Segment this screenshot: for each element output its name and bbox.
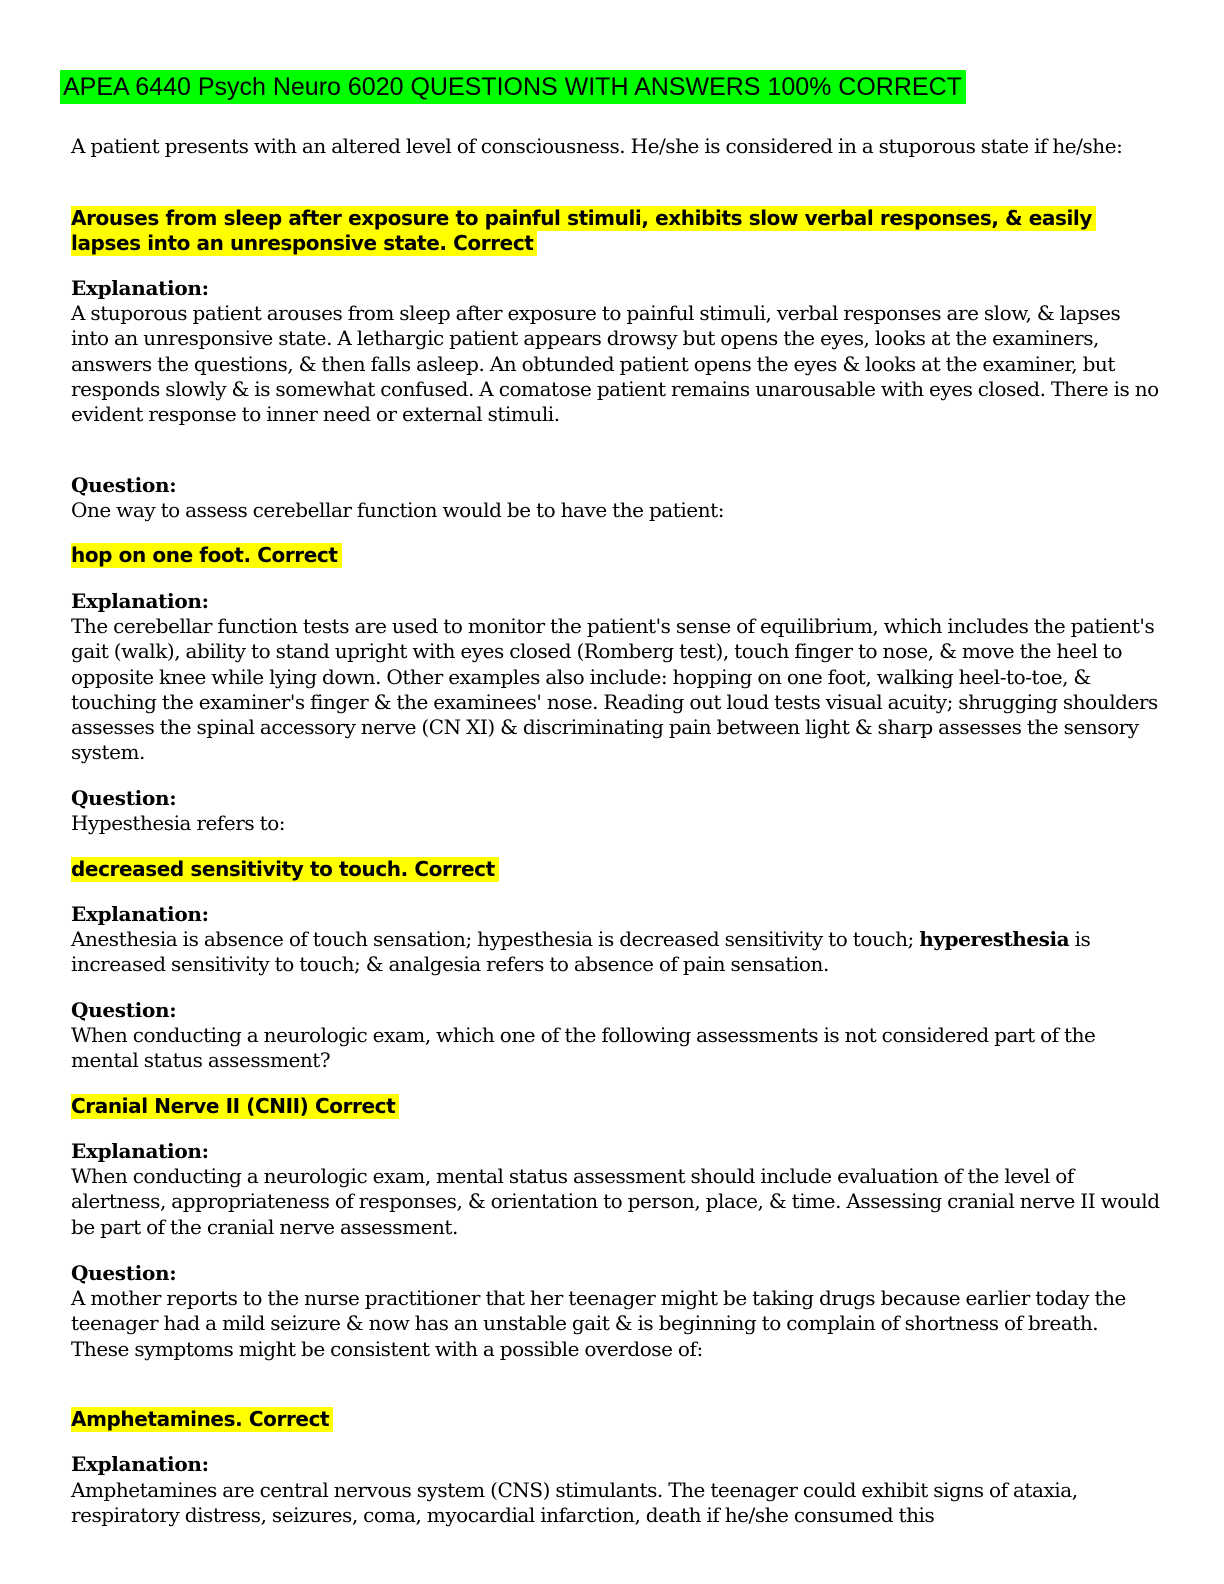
explanation-4-label: Explanation: <box>71 1139 209 1163</box>
answer-2 <box>71 543 1161 568</box>
answer-5 <box>71 1407 1161 1432</box>
question-1-text: A patient presents with an altered level of consciousness. He/she is considered in a stuporous state if he/she: <box>71 134 1123 158</box>
explanation-1-label: Explanation: <box>71 276 209 300</box>
explanation-3-part1: Anesthesia is absence of touch sensation; hypesthesia is decreased sensitivity to touch; <box>71 927 914 951</box>
explanation-5-text: Amphetamines are central nervous system (CNS) stimulants. The teenager could exhibit signs of ataxia, respiratory distress, seizures, coma, myocardial infarction, death if he/she consumed this <box>71 1478 1078 1528</box>
answer-1 <box>71 206 1161 256</box>
explanation-4-text: When conducting a neurologic exam, mental status assessment should include evaluation of the level of alertness, appropriateness of responses, & orientation to person, place, & time. Assessing cranial nerve II would be part of the cranial nerve assessment. <box>71 1164 1160 1239</box>
question-4-label: Question: <box>71 998 177 1022</box>
answer-2-highlight: hop on one foot. Correct <box>71 543 342 568</box>
document-title: APEA 6440 Psych Neuro 6020 QUESTIONS WITH ANSWERS 100% CORRECT <box>60 70 966 104</box>
answer-1-highlight: Arouses from sleep after exposure to painful stimuli, exhibits slow verbal responses, & easily lapses into an unresponsive state. Correct <box>71 206 1096 256</box>
explanation-5-label: Explanation: <box>71 1452 209 1476</box>
answer-4-highlight: Cranial Nerve II (CNII) Correct <box>71 1094 399 1119</box>
question-4-text: When conducting a neurologic exam, which one of the following assessments is not considered part of the mental status assessment? <box>71 1023 1096 1073</box>
question-2-text: One way to assess cerebellar function would be to have the patient: <box>71 498 725 522</box>
explanation-3-label: Explanation: <box>71 902 209 926</box>
explanation-3-text <box>71 927 1161 978</box>
question-2-label: Question: <box>71 473 177 497</box>
explanation-1-text: A stuporous patient arouses from sleep after exposure to painful stimuli, verbal responses are slow, & lapses into an unresponsive state. A lethargic patient appears drowsy but opens the eyes, looks at the examiners, answers the questions, & then falls asleep. An obtunded patient opens the eyes & looks at the examiner, but responds slowly & is somewhat confused. A comatose patient remains unarousable with eyes closed. There is no evident response to inner need or external stimuli. <box>71 301 1159 427</box>
answer-3-highlight: decreased sensitivity to touch. Correct <box>71 857 499 882</box>
explanation-3-part2: is increased sensitivity to touch; & analgesia refers to absence of pain sensation. <box>71 927 1091 977</box>
explanation-2-text: The cerebellar function tests are used to monitor the patient's sense of equilibrium, which includes the patient's gait (walk), ability to stand upright with eyes closed (Romberg test), touch finger to nose, & move the heel to opposite knee while lying down. Other examples also include: hopping on one foot, walking heel-to-toe, & touching the examiner's finger & the examinees' nose. Reading out loud tests visual acuity; shrugging shoulders assesses the spinal accessory nerve (CN XI) & discriminating pain between light & sharp assesses the sensory system. <box>71 614 1158 765</box>
answer-3 <box>71 857 1161 882</box>
question-3-text: Hypesthesia refers to: <box>71 811 286 835</box>
explanation-2-label: Explanation: <box>71 589 209 613</box>
question-5-text: A mother reports to the nurse practitioner that her teenager might be taking drugs because earlier today the teenager had a mild seizure & now has an unstable gait & is beginning to complain of shortness of breath. These symptoms might be consistent with a possible overdose of: <box>71 1286 1126 1361</box>
answer-4 <box>71 1094 1161 1119</box>
explanation-3-bold-term: hyperesthesia <box>919 927 1070 951</box>
question-3-label: Question: <box>71 786 177 810</box>
answer-5-highlight: Amphetamines. Correct <box>71 1407 333 1432</box>
question-5-label: Question: <box>71 1261 177 1285</box>
